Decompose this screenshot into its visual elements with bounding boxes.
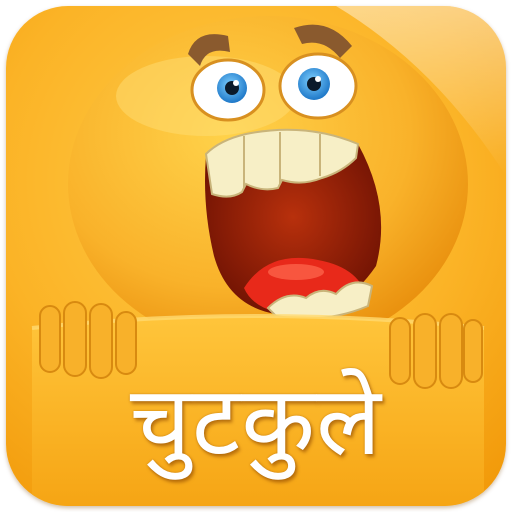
app-tile[interactable] xyxy=(6,6,506,506)
app-title: चुटकुले xyxy=(129,365,383,477)
